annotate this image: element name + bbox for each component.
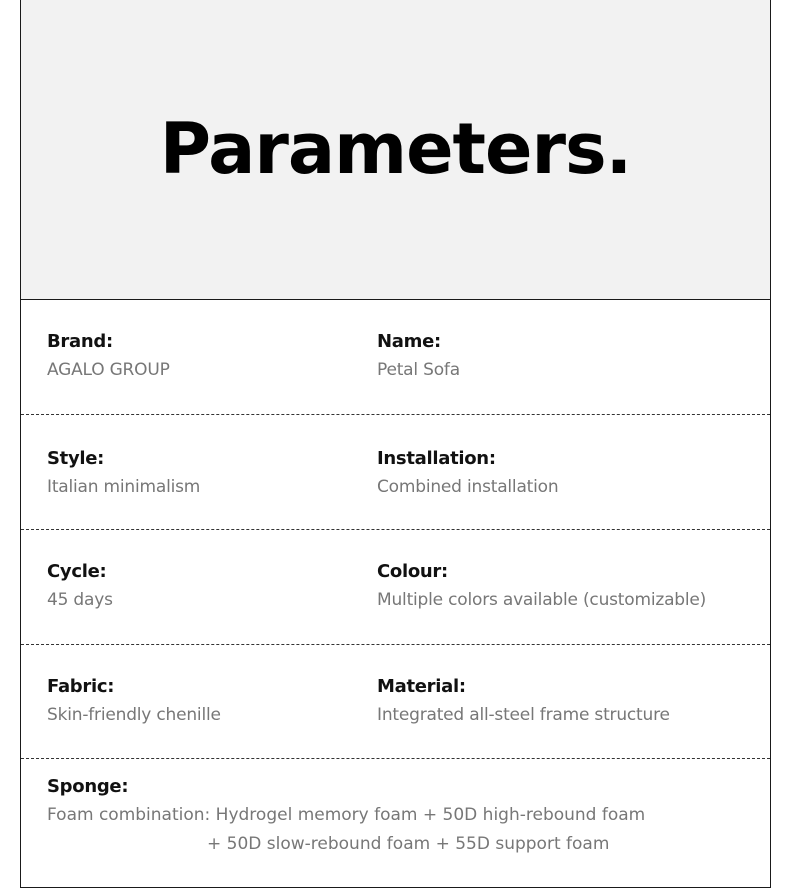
- param-name: [377, 330, 460, 382]
- page-title: Parameters.: [159, 108, 632, 190]
- param-row: [21, 415, 770, 530]
- param-value: Integrated all-steel frame structure: [377, 705, 670, 725]
- param-label: Sponge:: [47, 776, 129, 797]
- param-value: Combined installation: [377, 477, 559, 497]
- param-value: Multiple colors available (customizable): [377, 590, 707, 610]
- param-colour: [377, 560, 706, 612]
- param-label: Material:: [377, 676, 466, 697]
- param-row: [21, 530, 770, 645]
- param-value: 45 days: [47, 590, 113, 610]
- param-value-line2: + 50D slow-rebound foam + 55D support foam: [207, 834, 610, 854]
- param-label: Name:: [377, 331, 441, 352]
- hero-banner: [21, 0, 770, 300]
- param-style: [47, 447, 200, 499]
- param-label: Colour:: [377, 561, 448, 582]
- param-label: Fabric:: [47, 676, 115, 697]
- param-value: Petal Sofa: [377, 360, 460, 380]
- param-label: Cycle:: [47, 561, 107, 582]
- param-label: Style:: [47, 448, 105, 469]
- param-cycle: [47, 560, 113, 612]
- param-label: Brand:: [47, 331, 113, 352]
- param-fabric: [47, 675, 221, 727]
- param-value-line1: Foam combination: Hydrogel memory foam + 50D high-rebound foam: [47, 805, 646, 825]
- param-row: [21, 300, 770, 415]
- param-brand: [47, 330, 170, 382]
- param-installation: [377, 447, 558, 499]
- param-row: [21, 645, 770, 759]
- param-label: Installation:: [377, 448, 496, 469]
- param-row-sponge: [21, 759, 770, 887]
- param-material: [377, 675, 670, 727]
- param-value: AGALO GROUP: [47, 360, 170, 380]
- param-sponge: [47, 775, 645, 859]
- parameters-panel: [20, 0, 771, 888]
- param-value: Italian minimalism: [47, 477, 201, 497]
- param-value: Skin-friendly chenille: [47, 705, 221, 725]
